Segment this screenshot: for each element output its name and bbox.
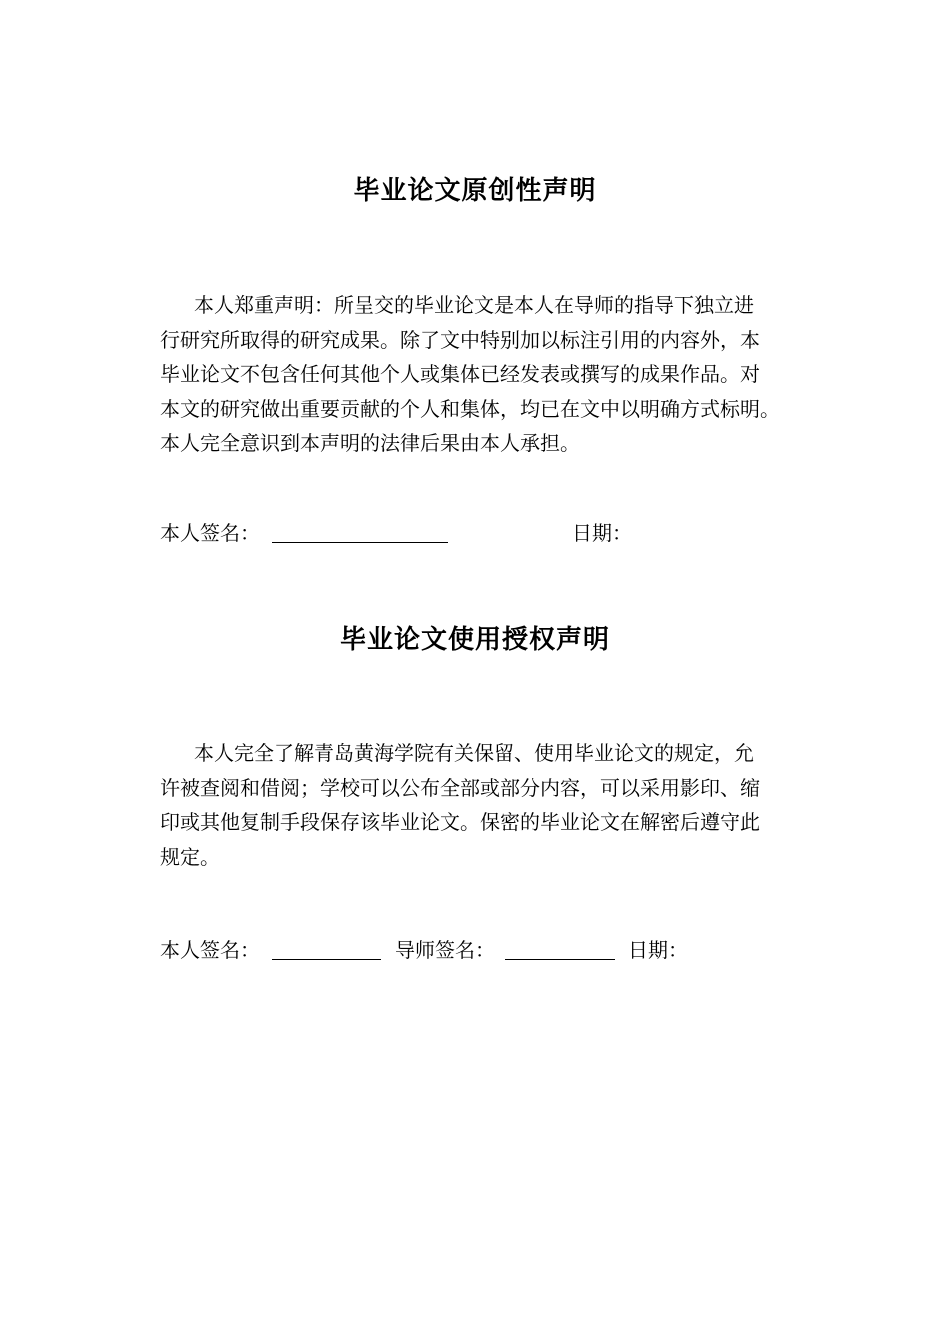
authorization-body-line: 规定。 bbox=[160, 844, 220, 869]
originality-title: 毕业论文原创性声明 bbox=[353, 176, 597, 206]
originality-body-line: 本人郑重声明：所呈交的毕业论文是本人在导师的指导下独立进 bbox=[194, 293, 754, 317]
signature-line[interactable] bbox=[272, 959, 381, 960]
advisor-signature-label: 导师签名： bbox=[395, 938, 495, 962]
authorization-title: 毕业论文使用授权声明 bbox=[339, 625, 610, 655]
signature-label: 本人签名： bbox=[160, 938, 260, 962]
originality-body-line: 毕业论文不包含任何其他个人或集体已经发表或撰写的成果作品。对 bbox=[160, 362, 760, 386]
advisor-signature-line[interactable] bbox=[505, 959, 615, 960]
originality-body bbox=[160, 288, 850, 461]
signature-line[interactable] bbox=[272, 542, 448, 543]
authorization-signature-row bbox=[160, 935, 850, 965]
date-label: 日期： bbox=[572, 521, 632, 545]
originality-body-line: 本文的研究做出重要贡献的个人和集体，均已在文中以明确方式标明。 bbox=[160, 396, 780, 421]
authorization-body-line: 印或其他复制手段保存该毕业论文。保密的毕业论文在解密后遵守此 bbox=[160, 810, 760, 834]
originality-signature-row bbox=[160, 518, 850, 548]
originality-body-line: 本人完全意识到本声明的法律后果由本人承担。 bbox=[160, 431, 580, 455]
authorization-body-line: 本人完全了解青岛黄海学院有关保留、使用毕业论文的规定，允 bbox=[194, 741, 754, 765]
authorization-body-line: 许被查阅和借阅；学校可以公布全部或部分内容，可以采用影印、缩 bbox=[160, 775, 760, 800]
originality-body-line: 行研究所取得的研究成果。除了文中特别加以标注引用的内容外，本 bbox=[160, 327, 760, 352]
date-label: 日期： bbox=[628, 938, 688, 962]
authorization-body bbox=[160, 736, 850, 874]
signature-label: 本人签名： bbox=[160, 521, 260, 545]
